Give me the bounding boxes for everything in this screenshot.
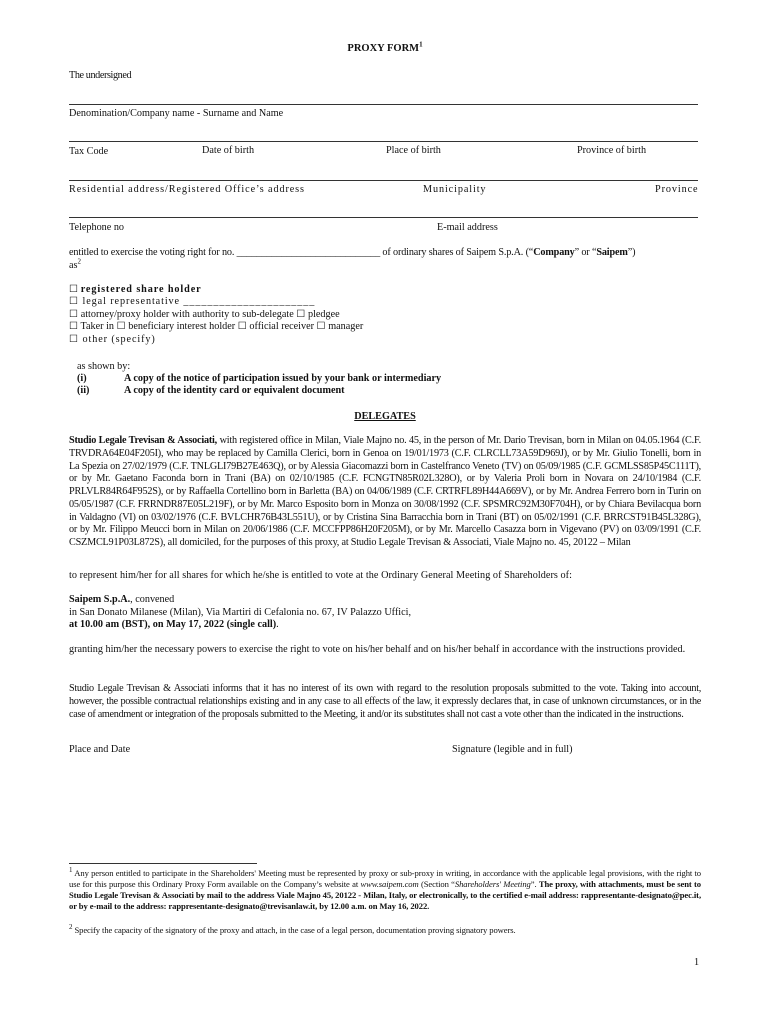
meeting-time-end: .: [276, 619, 279, 630]
title-text: PROXY FORM: [347, 43, 420, 54]
entitled-text-d: ”): [627, 247, 636, 258]
delegates-heading: DELEGATES: [354, 411, 416, 422]
municipality-label: Municipality: [423, 184, 487, 195]
entitled-saipem: Saipem: [596, 247, 628, 258]
footnote-1-instructions: The proxy, with attachments, must be sent to Studio Legale Trevisan & Associati by mail to the address Viale Majno 45, 20122 - Milan, Italy, or electronically, to the certified e-mail address: rappresentante-designato@pec.it, or by e-mail to the address: rappresentante-designato@trevisanlaw.it, by 12.00 a.m. on May 16, 2022.: [69, 879, 701, 911]
meeting-convened: , convened: [130, 594, 175, 605]
option-registered[interactable]: [69, 284, 363, 296]
checkbox-icon[interactable]: ☐: [116, 321, 126, 333]
granting-paragraph: granting him/her the necessary powers to exercise the right to vote on his/her behalf and on his/her behalf in accordance with the instructions provided.: [69, 644, 686, 655]
item-text: A copy of the identity card or equivalent document: [124, 385, 345, 397]
footnote-1-text-c: ”.: [530, 879, 539, 889]
option-taker-label: Taker in: [80, 321, 115, 333]
checkbox-icon[interactable]: ☐: [237, 321, 247, 333]
place-date-label: Place and Date: [69, 744, 131, 755]
item-number: (i): [77, 373, 87, 385]
option-legal-rep-label: legal representative ______________________: [82, 296, 316, 308]
option-pledgee-label: pledgee: [307, 308, 340, 320]
footnote-1-text-a: Any person entitled to participate in the Shareholders' Meeting must be represented by proxy or sub-proxy in writing, in accordance with the applicable legal provisions, with the right to use for this purpose this Ordinary Proxy Form available on the Company’s website at: [69, 868, 701, 889]
title-footnote-ref: 1: [419, 40, 423, 49]
checkbox-icon[interactable]: ☐: [316, 321, 326, 333]
page-title: [0, 40, 770, 54]
page-number: 1: [694, 957, 700, 968]
date-of-birth-label: Date of birth: [202, 145, 255, 156]
tax-code-label: Tax Code: [69, 146, 109, 157]
footnote-1: [69, 868, 701, 912]
meeting-company-line: [69, 594, 411, 607]
as-footnote-ref: 2: [77, 257, 81, 266]
rule-name: [69, 104, 698, 105]
entitled-blank: _____________________________: [236, 247, 381, 258]
informs-paragraph: Studio Legale Trevisan & Associati informs that it has no interest of its own with regard to the resolution proposals submitted to the vote. Taking into account, however, the possible contractual relationships existing and in any case to all effects of the law, it expressly declares that, in case of unknown circumstances, or in the case of amendment or integration of the proposals submitted to the Meeting, it and/or its substitutes shall not cast a vote other than the indicated in the instructions.: [69, 683, 701, 720]
footnote-2-number: 2: [69, 923, 73, 932]
option-receiver-label: official receiver: [249, 321, 314, 333]
residential-label: Residential address/Registered Office’s address: [69, 184, 305, 195]
capacity-options: [69, 284, 363, 346]
footnote-1-website: www.saipem.com: [360, 879, 419, 889]
as-line: [69, 259, 81, 272]
province-of-birth-label: Province of birth: [577, 145, 647, 156]
shown-by-intro: as shown by:: [77, 361, 131, 372]
meeting-location: in San Donato Milanese (Milan), Via Martiri di Cefalonia no. 67, IV Palazzo Uffici,: [69, 606, 412, 618]
checkbox-icon[interactable]: ☐: [69, 284, 79, 295]
checkbox-icon[interactable]: ☐: [69, 308, 79, 320]
footnote-separator: [69, 863, 257, 864]
telephone-label: Telephone no: [69, 222, 125, 233]
rule-contact: [69, 217, 698, 218]
entitled-text-c: ” or “: [574, 247, 597, 258]
province-label: Province: [655, 184, 699, 195]
option-manager-label: manager: [328, 321, 364, 333]
meeting-time: at 10.00 am (BST), on May 17, 2022 (single call): [69, 619, 277, 630]
option-beneficiary-label: beneficiary interest holder: [128, 321, 236, 333]
place-of-birth-label: Place of birth: [386, 145, 441, 156]
meeting-time-line: [69, 619, 411, 632]
shown-by-item-1: [77, 373, 441, 385]
as-text: as: [69, 260, 78, 271]
meeting-block: [69, 594, 411, 632]
option-other[interactable]: [69, 334, 363, 346]
signature-label: Signature (legible and in full): [452, 744, 573, 755]
delegates-body: with registered office in Milan, Viale Majno no. 45, in the person of Mr. Dario Trevisan, born in Milan on 04.05.1964 (C.F. TRVDRA64E04F205I), who may be replaced by Camilla Clerici, born in Genoa on 19/01/1973 (C.F. CLRCLL73A59D969J), or by Mr. Giulio Tonelli, born in La Spezia on 27/02/1979 (C.F. TNLGLI79B27E463Q), or by Alessia Giacomazzi born in Castelfranco Veneto (TV) on 05/09/1985 (C.F. GCMLSS85P45C111T), or by Mr. Gaetano Faconda born in Trani (BA) on 02/10/1985 (C.F. FCNGTN85R02L328O), or by Valeria Proli born in Novara on 24/10/1984 (C.F. PRLVLR84R64F952S), or by Raffaella Cortellino born in Barletta (BA) on 04/06/1989 (C.F. CRTRFL89H44A669V), or by Mr. Andrea Ferrero born in Turin on 05/05/1987 (C.F. FRRNDR87E05L219F), or by Mr. Marco Esposito born in Monza on 30/08/1992 (C.F. SPSMRC92M30F704H), or by Chiara Bevilacqua born in Valdagno (VI) on 03/02/1976 (C.F. BVLCHR76B43L551U), or by Cristina Sina Barracchia born in Trani (BT) on 05/02/1991 (C.F. BRRCST91B45L328G), or by Mr. Filippo Meucci born in Milan on 20/06/1986 (C.F. MCCFPP86H20F205M), or by Mr. Marcello Casazza born in Vigevano (PV) on 03/09/1991 (C.F. CSZMCL91P03L872S), all domiciled, for the purposes of this proxy, at Studio Legale Trevisan & Associati, Viale Majno no. 45, 20122 – Milan: [69, 435, 701, 548]
option-taker[interactable]: [69, 321, 363, 333]
footnote-1-text-b: (Section “: [418, 879, 455, 889]
checkbox-icon[interactable]: ☐: [296, 308, 306, 320]
item-text: A copy of the notice of participation issued by your bank or intermediary: [124, 373, 442, 385]
undersigned-label: The undersigned: [69, 70, 132, 81]
item-number: (ii): [77, 385, 90, 397]
represent-line: to represent him/her for all shares for which he/she is entitled to vote at the Ordinary General Meeting of Shareholders of:: [69, 570, 572, 581]
rule-address: [69, 180, 698, 181]
footnote-1-number: 1: [69, 866, 73, 875]
entitled-line: [69, 246, 701, 259]
option-registered-label: registered share holder: [80, 284, 202, 295]
entitled-text-b: of ordinary shares of Saipem S.p.A. (“: [380, 247, 534, 258]
footnote-1-section: Shareholders' Meeting: [454, 879, 531, 889]
footnote-2-text: Specify the capacity of the signatory of the proxy and attach, in the case of a legal person, documentation proving signatory powers.: [72, 925, 516, 935]
option-attorney-label: attorney/proxy holder with authority to sub-delegate: [80, 308, 294, 320]
shown-by-block: [77, 361, 441, 398]
delegates-firm: Studio Legale Trevisan & Associati,: [69, 435, 218, 446]
denomination-label: Denomination/Company name - Surname and Name: [69, 108, 284, 119]
option-other-label: other (specify): [82, 333, 156, 345]
rule-tax: [69, 141, 698, 142]
option-attorney[interactable]: [69, 309, 363, 321]
entitled-company: Company: [533, 247, 575, 258]
entitled-text-a: entitled to exercise the voting right for no.: [69, 247, 237, 258]
checkbox-icon[interactable]: ☐: [69, 333, 80, 345]
checkbox-icon[interactable]: ☐: [69, 321, 79, 333]
shown-by-item-2: [77, 385, 441, 397]
email-label: E-mail address: [437, 222, 498, 233]
checkbox-icon[interactable]: ☐: [69, 296, 80, 308]
option-legal-rep[interactable]: [69, 296, 363, 308]
delegates-paragraph: [69, 435, 701, 550]
footnote-2: [69, 925, 709, 936]
meeting-company: Saipem S.p.A.: [69, 594, 131, 605]
